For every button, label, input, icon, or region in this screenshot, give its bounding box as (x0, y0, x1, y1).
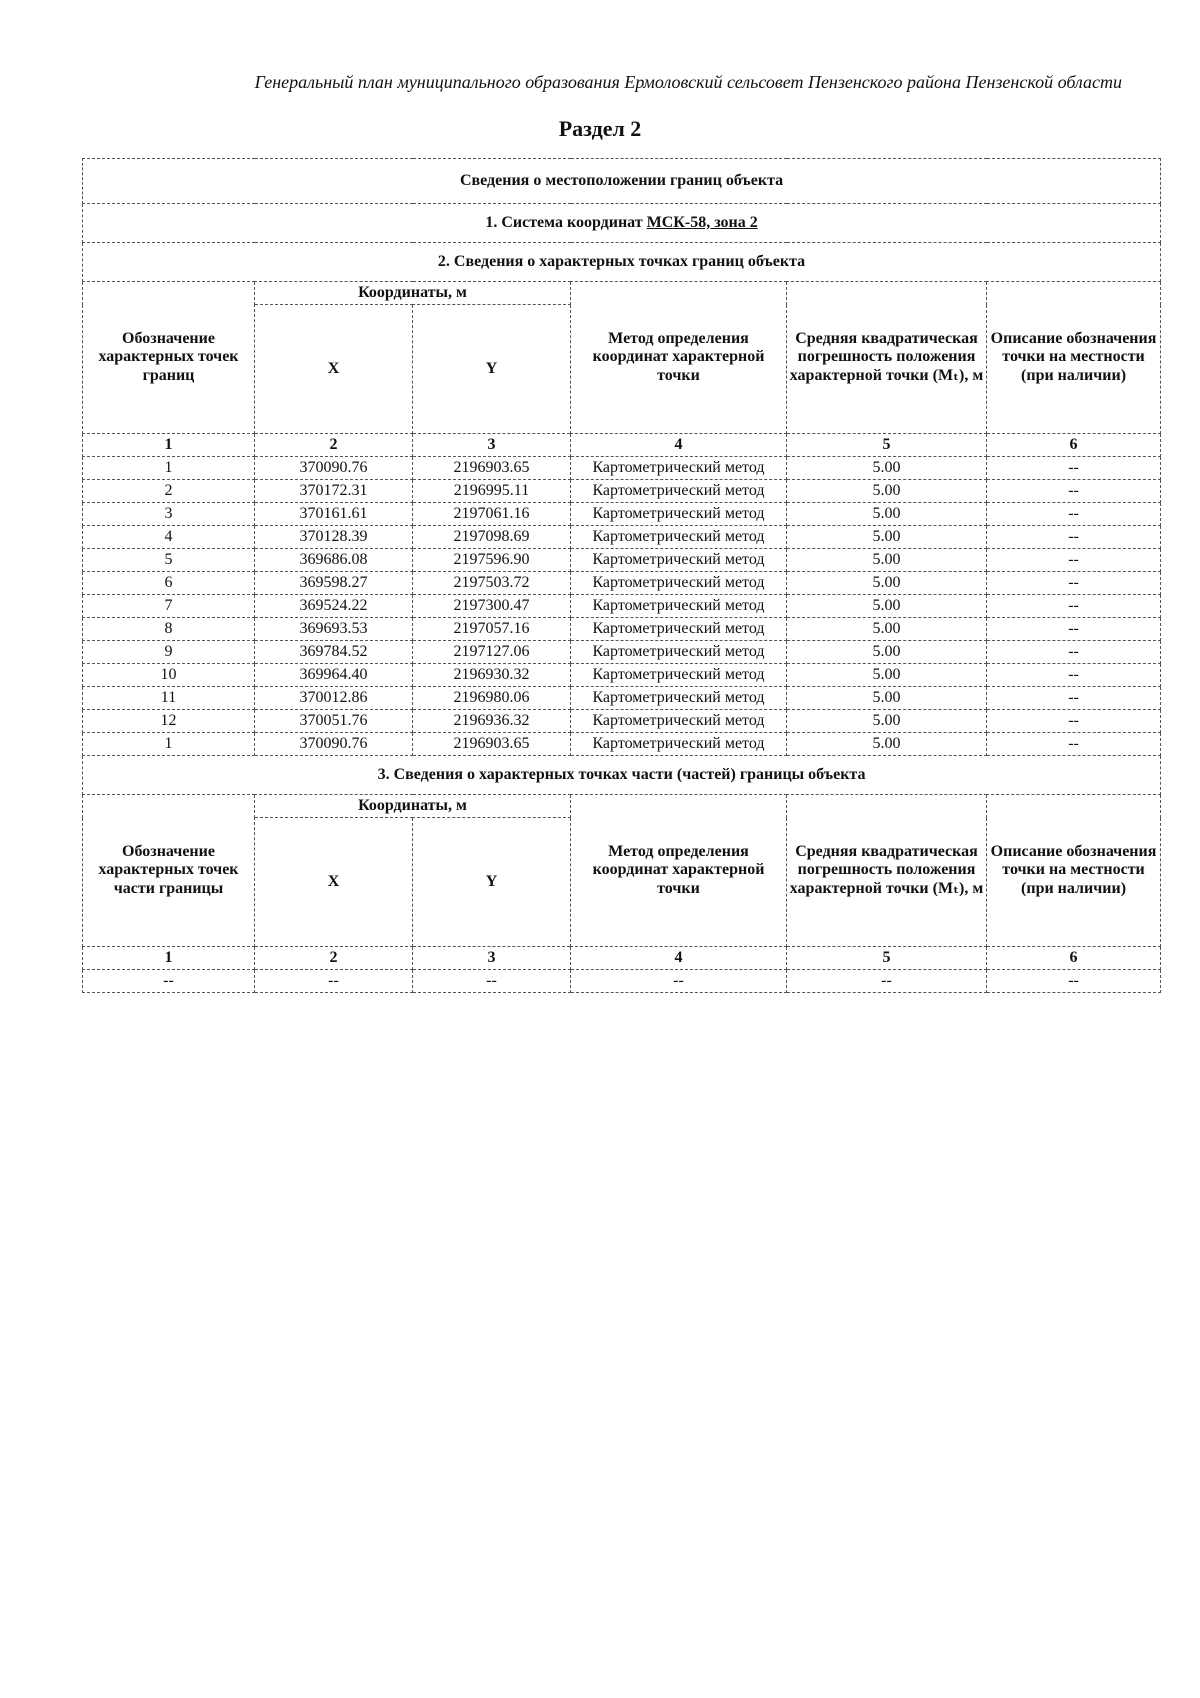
table-row (83, 687, 1161, 710)
x-coordinate: 369524.22 (255, 595, 413, 618)
description-cell: -- (987, 641, 1161, 664)
header-coordinates: Координаты, м (255, 282, 571, 305)
empty-cell: -- (83, 970, 255, 993)
header3-method: Метод определения координат характерной точки (571, 795, 787, 947)
table-row (83, 572, 1161, 595)
empty-cell: -- (255, 970, 413, 993)
x-coordinate: 369686.08 (255, 549, 413, 572)
x-coordinate: 369693.53 (255, 618, 413, 641)
method-cell: Картометрический метод (571, 618, 787, 641)
col-number: 2 (255, 434, 413, 457)
error-cell: 5.00 (787, 503, 987, 526)
method-cell: Картометрический метод (571, 687, 787, 710)
point-number: 8 (83, 618, 255, 641)
y-coordinate: 2197596.90 (413, 549, 571, 572)
y-coordinate: 2196980.06 (413, 687, 571, 710)
x-coordinate: 369784.52 (255, 641, 413, 664)
y-coordinate: 2197300.47 (413, 595, 571, 618)
point-number: 10 (83, 664, 255, 687)
method-cell: Картометрический метод (571, 595, 787, 618)
empty-cell: -- (987, 970, 1161, 993)
point-number: 11 (83, 687, 255, 710)
y-coordinate: 2196995.11 (413, 480, 571, 503)
table-row (83, 526, 1161, 549)
col-number: 2 (255, 947, 413, 970)
col-number: 6 (987, 947, 1161, 970)
table-row (83, 733, 1161, 756)
header-mean-error: Средняя квадратическая погрешность положения характерной точки (Mₜ), м (787, 282, 987, 434)
description-cell: -- (987, 549, 1161, 572)
error-cell: 5.00 (787, 526, 987, 549)
x-coordinate: 370090.76 (255, 457, 413, 480)
table-row (83, 549, 1161, 572)
description-cell: -- (987, 526, 1161, 549)
col-number: 1 (83, 434, 255, 457)
point-number: 2 (83, 480, 255, 503)
header3-point-designation: Обозначение характерных точек части границы (83, 795, 255, 947)
error-cell: 5.00 (787, 710, 987, 733)
description-cell: -- (987, 664, 1161, 687)
y-coordinate: 2196936.32 (413, 710, 571, 733)
error-cell: 5.00 (787, 664, 987, 687)
header3-mean-error: Средняя квадратическая погрешность положения характерной точки (Mₜ), м (787, 795, 987, 947)
y-coordinate: 2196903.65 (413, 457, 571, 480)
y-coordinate: 2196903.65 (413, 733, 571, 756)
table-row (83, 664, 1161, 687)
point-number: 3 (83, 503, 255, 526)
col-number: 3 (413, 947, 571, 970)
error-cell: 5.00 (787, 457, 987, 480)
point-number: 1 (83, 457, 255, 480)
header-method: Метод определения координат характерной точки (571, 282, 787, 434)
table-row (83, 618, 1161, 641)
col-number: 3 (413, 434, 571, 457)
error-cell: 5.00 (787, 572, 987, 595)
point-number: 7 (83, 595, 255, 618)
section-title: Раздел 2 (558, 116, 642, 141)
y-coordinate: 2197127.06 (413, 641, 571, 664)
header-description: Описание обозначения точки на местности (при наличии) (987, 282, 1161, 434)
description-cell: -- (987, 572, 1161, 595)
method-cell: Картометрический метод (571, 503, 787, 526)
coord-system-prefix: 1. Система координат (485, 213, 647, 231)
x-coordinate: 370128.39 (255, 526, 413, 549)
description-cell: -- (987, 503, 1161, 526)
error-cell: 5.00 (787, 595, 987, 618)
point-number: 9 (83, 641, 255, 664)
x-coordinate: 370090.76 (255, 733, 413, 756)
method-cell: Картометрический метод (571, 733, 787, 756)
table-row (83, 480, 1161, 503)
col-number: 5 (787, 947, 987, 970)
table-row (83, 503, 1161, 526)
method-cell: Картометрический метод (571, 710, 787, 733)
description-cell: -- (987, 710, 1161, 733)
empty-cell: -- (413, 970, 571, 993)
y-coordinate: 2197061.16 (413, 503, 571, 526)
header-x: X (255, 305, 413, 434)
header3-x: X (255, 818, 413, 947)
col-number: 4 (571, 434, 787, 457)
x-coordinate: 370172.31 (255, 480, 413, 503)
description-cell: -- (987, 733, 1161, 756)
col-number: 6 (987, 434, 1161, 457)
x-coordinate: 369964.40 (255, 664, 413, 687)
error-cell: 5.00 (787, 733, 987, 756)
x-coordinate: 370161.61 (255, 503, 413, 526)
method-cell: Картометрический метод (571, 664, 787, 687)
col-number: 5 (787, 434, 987, 457)
point-number: 6 (83, 572, 255, 595)
x-coordinate: 370012.86 (255, 687, 413, 710)
y-coordinate: 2197057.16 (413, 618, 571, 641)
x-coordinate: 369598.27 (255, 572, 413, 595)
description-cell: -- (987, 480, 1161, 503)
header-point-designation: Обозначение характерных точек границ (83, 282, 255, 434)
section3-title: 3. Сведения о характерных точках части (частей) границы объекта (83, 756, 1161, 795)
method-cell: Картометрический метод (571, 572, 787, 595)
description-cell: -- (987, 687, 1161, 710)
point-number: 12 (83, 710, 255, 733)
section2-title: 2. Сведения о характерных точках границ объекта (83, 243, 1161, 282)
method-cell: Картометрический метод (571, 549, 787, 572)
coord-system-line (83, 204, 1161, 243)
points-body (83, 457, 1161, 756)
method-cell: Картометрический метод (571, 480, 787, 503)
col-number: 1 (83, 947, 255, 970)
header3-coordinates: Координаты, м (255, 795, 571, 818)
table-row (83, 641, 1161, 664)
error-cell: 5.00 (787, 549, 987, 572)
empty-cell: -- (787, 970, 987, 993)
y-coordinate: 2197503.72 (413, 572, 571, 595)
running-title: Генеральный план муниципального образования Ермоловский сельсовет Пензенского района Пензенской области (254, 72, 1122, 92)
error-cell: 5.00 (787, 641, 987, 664)
header3-description: Описание обозначения точки на местности (при наличии) (987, 795, 1161, 947)
header3-y: Y (413, 818, 571, 947)
y-coordinate: 2196930.32 (413, 664, 571, 687)
table-row (83, 710, 1161, 733)
table-row (83, 457, 1161, 480)
method-cell: Картометрический метод (571, 457, 787, 480)
point-number: 5 (83, 549, 255, 572)
point-number: 4 (83, 526, 255, 549)
col-number: 4 (571, 947, 787, 970)
description-cell: -- (987, 457, 1161, 480)
coord-system-value: МСК-58, зона 2 (646, 213, 758, 231)
point-number: 1 (83, 733, 255, 756)
table-row-empty (83, 970, 1161, 993)
x-coordinate: 370051.76 (255, 710, 413, 733)
boundary-table (82, 158, 1161, 993)
table-row (83, 595, 1161, 618)
error-cell: 5.00 (787, 687, 987, 710)
header-y: Y (413, 305, 571, 434)
y-coordinate: 2197098.69 (413, 526, 571, 549)
table-banner: Сведения о местоположении границ объекта (83, 159, 1161, 204)
error-cell: 5.00 (787, 480, 987, 503)
description-cell: -- (987, 595, 1161, 618)
description-cell: -- (987, 618, 1161, 641)
empty-cell: -- (571, 970, 787, 993)
method-cell: Картометрический метод (571, 526, 787, 549)
method-cell: Картометрический метод (571, 641, 787, 664)
error-cell: 5.00 (787, 618, 987, 641)
